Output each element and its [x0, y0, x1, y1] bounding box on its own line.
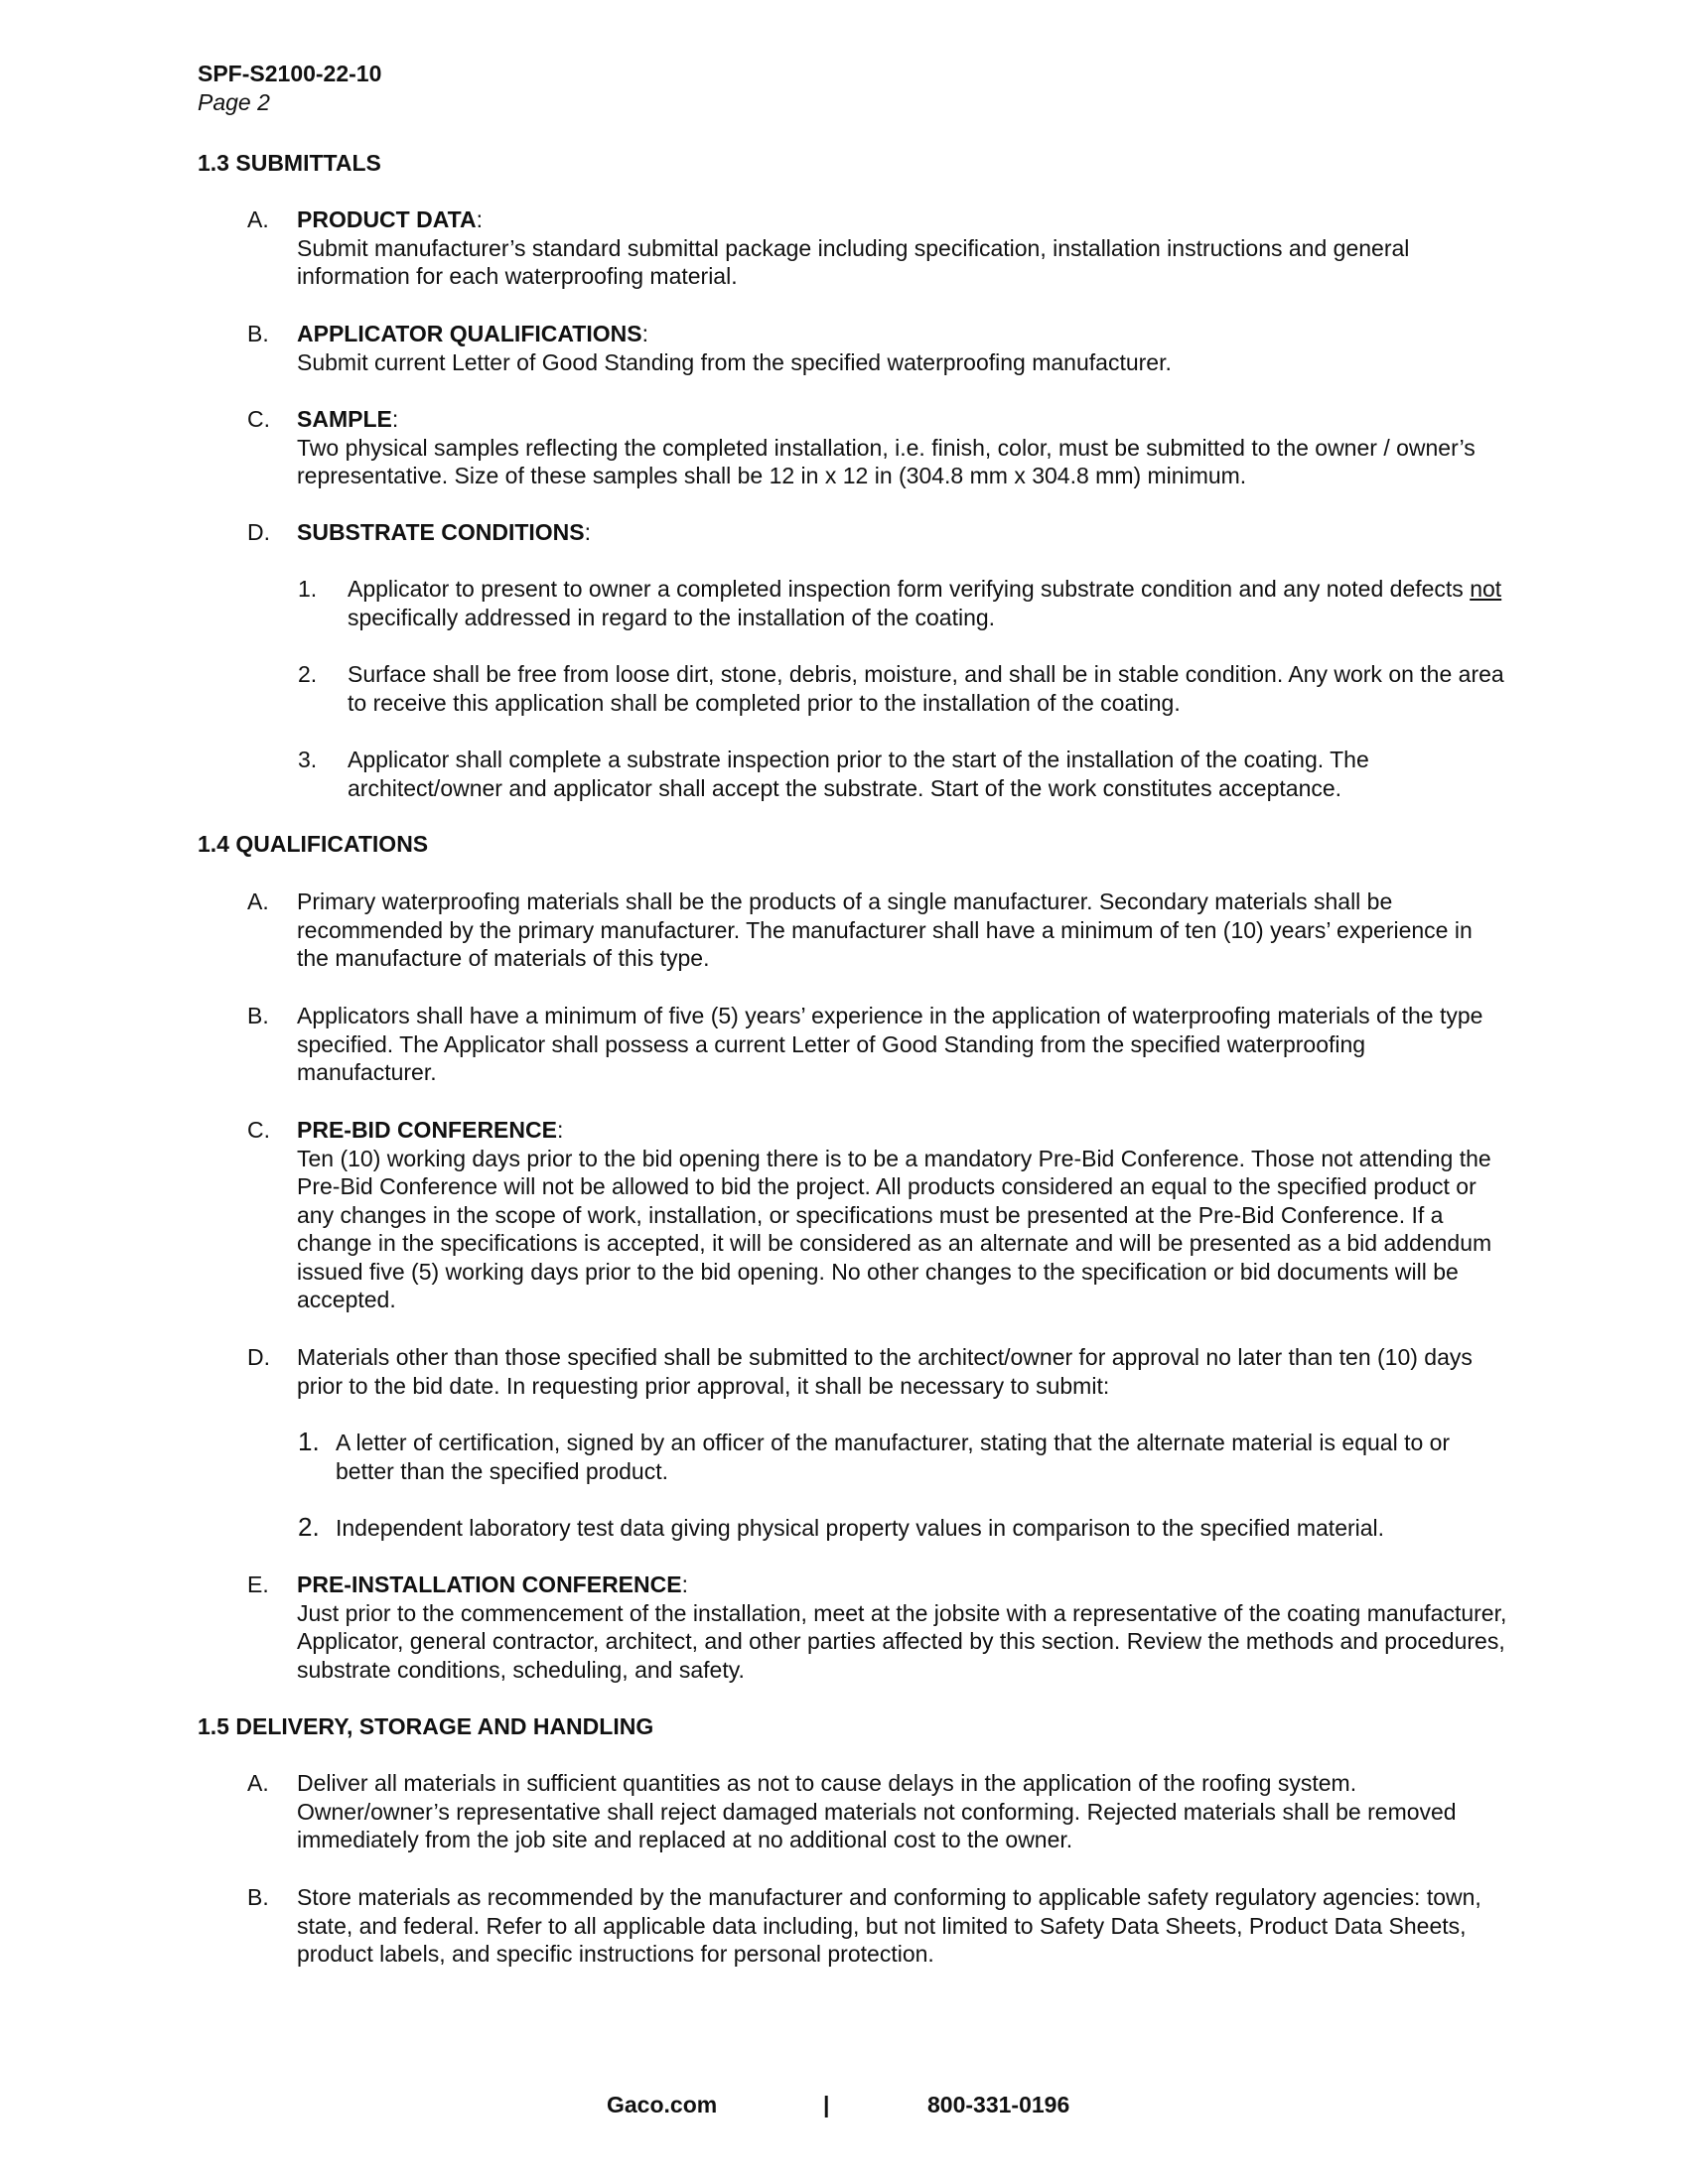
item-letter: D.	[247, 519, 270, 545]
section-title-delivery: 1.5 DELIVERY, STORAGE AND HANDLING	[198, 1713, 654, 1739]
section-title-qualifications: 1.4 QUALIFICATIONS	[198, 831, 429, 857]
delivery-item-a	[198, 1769, 1508, 1854]
item-text: Independent laboratory test data giving physical property values in comparison to the specified material.	[336, 1515, 1385, 1541]
item-number: 3.	[298, 747, 318, 772]
item-letter: C.	[247, 406, 270, 432]
item-text: Just prior to the commencement of the installation, meet at the jobsite with a representative of the coating manufacturer, Applicator, general contractor, architect, and other parties affected by this section. Review the methods and procedures, substrate conditions, scheduling, and safety.	[297, 1599, 1507, 1683]
alternate-item-1	[298, 1429, 1509, 1485]
heading-colon: :	[556, 1117, 564, 1143]
substrate-item-3	[298, 746, 1509, 802]
item-text: Store materials as recommended by the manufacturer and conforming to applicable safety regulatory agencies: town, state, and federal. Refer to all applicable data including, but not limited to Safety Data Sheets, Product Data Sheets, product labels, and specific instructions for personal protection.	[297, 1884, 1481, 1967]
text-part: Applicator to present to owner a completed inspection form verifying substrate condition and any noted defects	[348, 576, 1471, 602]
item-number: 1.	[298, 1427, 320, 1456]
item-text: Applicator shall complete a substrate inspection prior to the start of the installation of the coating. The architect/owner and applicator shall accept the substrate. Start of the work constitutes acceptance.	[348, 747, 1369, 801]
item-number: 1.	[298, 576, 318, 602]
item-text: Materials other than those specified shall be submitted to the architect/owner for approval no later than ten (10) days prior to the bid date. In requesting prior approval, it shall be necessary to submit:	[297, 1344, 1473, 1399]
item-heading: PRODUCT DATA	[297, 206, 477, 232]
item-number: 2.	[298, 661, 318, 687]
item-text: Applicators shall have a minimum of five (5) years’ experience in the application of waterproofing materials of the type specified. The Applicator shall possess a current Letter of Good Standing from the specified waterproofing manufacturer.	[297, 1003, 1483, 1085]
item-letter: A.	[247, 888, 269, 914]
heading-colon: :	[584, 519, 592, 545]
item-text: Submit current Letter of Good Standing from the specified waterproofing manufacturer.	[297, 348, 1172, 375]
item-heading: PRE-INSTALLATION CONFERENCE	[297, 1571, 682, 1597]
heading-colon: :	[476, 206, 483, 232]
item-letter: E.	[247, 1571, 269, 1597]
submittals-item-d	[198, 518, 1508, 547]
item-number: 2.	[298, 1512, 320, 1542]
item-letter: D.	[247, 1344, 270, 1370]
qualifications-item-d	[198, 1343, 1508, 1400]
delivery-item-b	[198, 1883, 1508, 1969]
qualifications-item-c	[198, 1116, 1508, 1314]
document-code: SPF-S2100-22-10	[198, 61, 382, 86]
page-number: Page 2	[198, 89, 270, 115]
item-text	[348, 575, 1509, 631]
submittals-item-b	[198, 320, 1508, 376]
item-letter: B.	[247, 1003, 269, 1028]
item-letter: A.	[247, 206, 269, 232]
item-text: Submit manufacturer’s standard submittal package including specification, installation instructions and general information for each waterproofing material.	[297, 234, 1410, 289]
item-letter: B.	[247, 321, 269, 346]
item-text: A letter of certification, signed by an officer of the manufacturer, stating that the alternate material is equal to or better than the specified product.	[336, 1430, 1451, 1484]
heading-colon: :	[391, 406, 399, 432]
item-text: Deliver all materials in sufficient quantities as not to cause delays in the application of the roofing system. Owner/owner’s representative shall reject damaged materials not conforming. Rejected materials shall be removed immediately from the job site and replaced at no additional cost to the owner.	[297, 1770, 1457, 1852]
item-heading: PRE-BID CONFERENCE	[297, 1117, 557, 1143]
item-text: Two physical samples reflecting the completed installation, i.e. finish, color, must be submitted to the owner / owner’s representative. Size of these samples shall be 12 in x 12 in (304.8 mm x 304.8 mm) minimum.	[297, 434, 1476, 488]
qualifications-item-b	[198, 1002, 1508, 1087]
item-heading: APPLICATOR QUALIFICATIONS	[297, 321, 642, 346]
item-text: Surface shall be free from loose dirt, stone, debris, moisture, and shall be in stable condition. Any work on the area to receive this application shall be completed prior to the installation of the coating.	[348, 661, 1504, 716]
text-part: specifically addressed in regard to the installation of the coating.	[348, 604, 996, 630]
alternate-item-2	[298, 1514, 1509, 1543]
footer-phone: 800-331-0196	[927, 2092, 1070, 2117]
item-text: Primary waterproofing materials shall be the products of a single manufacturer. Secondary materials shall be recommended by the primary manufacturer. The manufacturer shall have a minimum of ten (10) years’ experience in the manufacture of materials of this type.	[297, 888, 1473, 971]
underlined-word: not	[1470, 576, 1502, 602]
substrate-item-2	[298, 660, 1509, 717]
item-text: Ten (10) working days prior to the bid opening there is to be a mandatory Pre-Bid Conference. Those not attending the Pre-Bid Conference will not be allowed to bid the project. All products considered an equal to the specified product or any changes in the scope of work, installation, or specifications must be presented at the Pre-Bid Conference. If a change in the specifications is accepted, it will be considered as an alternate and will be presented as a bid addendum issued five (5) working days prior to the bid opening. No other changes to the specification or bid documents will be accepted.	[297, 1145, 1492, 1312]
footer-website: Gaco.com	[607, 2092, 718, 2117]
submittals-item-c	[198, 405, 1508, 490]
item-heading: SAMPLE	[297, 406, 392, 432]
qualifications-item-a	[198, 887, 1508, 973]
footer-separator: |	[823, 2092, 830, 2117]
submittals-item-a	[198, 205, 1508, 291]
heading-colon: :	[641, 321, 648, 346]
item-letter: A.	[247, 1770, 269, 1796]
substrate-item-1	[298, 575, 1509, 631]
heading-colon: :	[681, 1571, 688, 1597]
item-heading: SUBSTRATE CONDITIONS	[297, 519, 585, 545]
qualifications-item-e	[198, 1570, 1508, 1684]
item-letter: C.	[247, 1117, 270, 1143]
item-letter: B.	[247, 1884, 269, 1910]
section-title-submittals: 1.3 SUBMITTALS	[198, 150, 381, 176]
